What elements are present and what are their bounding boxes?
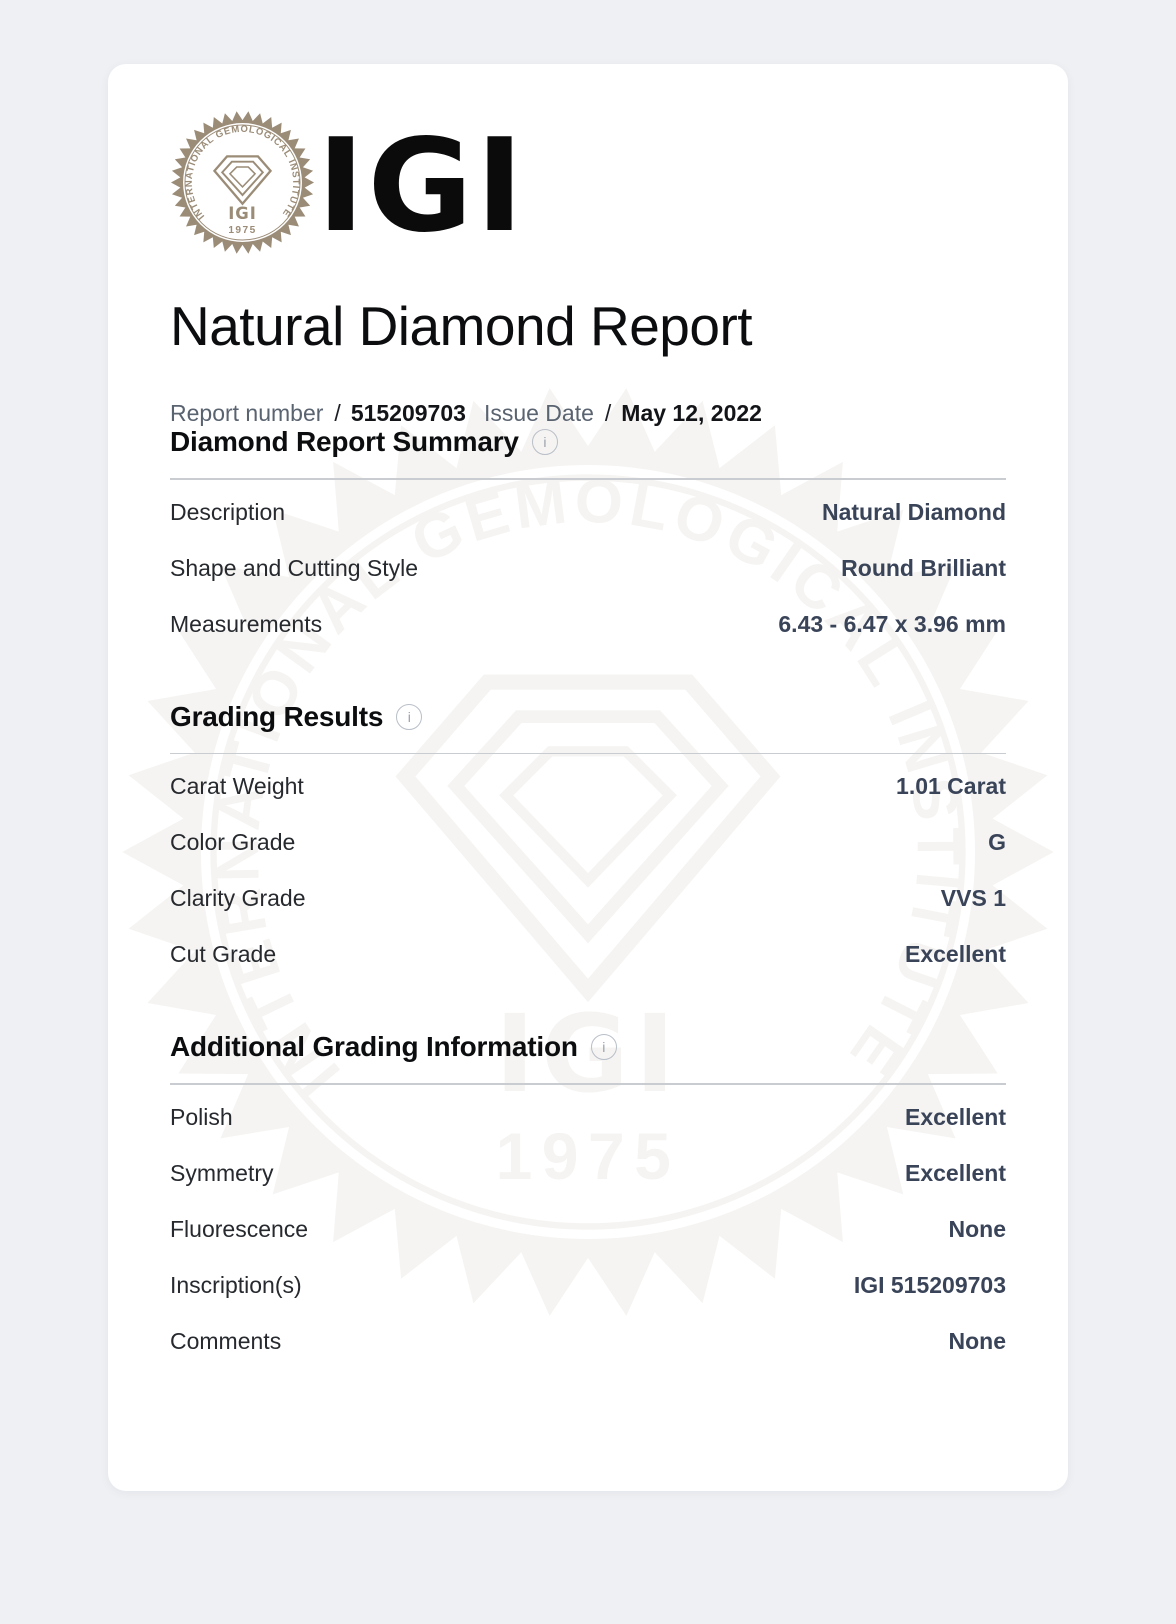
table-row [170, 774, 1006, 798]
table-row [170, 1273, 1006, 1297]
row-label: Polish [170, 1103, 233, 1130]
row-label: Symmetry [170, 1159, 274, 1186]
brand-header [170, 110, 1006, 261]
row-label: Cut Grade [170, 941, 277, 968]
table-row [170, 612, 1006, 636]
row-label: Description [170, 498, 286, 525]
report-number-label: Report number [170, 400, 324, 427]
row-value: 6.43 - 6.47 x 3.96 mm [778, 610, 1006, 637]
divider [170, 1083, 1006, 1085]
issue-date-group [484, 400, 762, 426]
row-value: None [948, 1327, 1006, 1354]
table-row [170, 1161, 1006, 1185]
table-row [170, 830, 1006, 854]
row-value: 1.01 Carat [896, 773, 1006, 800]
table-row [170, 942, 1006, 966]
info-icon[interactable]: i [396, 704, 422, 730]
row-value: Excellent [905, 941, 1006, 968]
igi-logotype: IGI [317, 111, 527, 261]
row-label: Clarity Grade [170, 885, 306, 912]
row-label: Measurements [170, 610, 323, 637]
section-heading: Additional Grading Information [170, 1031, 578, 1063]
section-grading-results [170, 701, 1006, 967]
report-number-value: 515209703 [350, 400, 466, 427]
row-label: Color Grade [170, 829, 296, 856]
row-label: Carat Weight [170, 773, 304, 800]
report-meta [170, 400, 1006, 426]
separator: / [334, 400, 341, 427]
section-heading: Diamond Report Summary [170, 426, 519, 458]
section-additional-grading-information [170, 1031, 1006, 1353]
info-icon[interactable]: i [591, 1034, 617, 1060]
row-value: VVS 1 [940, 885, 1006, 912]
table-row [170, 1329, 1006, 1353]
row-value: Excellent [905, 1159, 1006, 1186]
table-row [170, 1217, 1006, 1241]
row-label: Inscription(s) [170, 1271, 302, 1298]
row-value: Round Brilliant [841, 554, 1006, 581]
igi-seal-logo [170, 110, 315, 255]
report-card [108, 64, 1068, 1491]
issue-date-label: Issue Date [483, 400, 594, 427]
row-value: IGI 515209703 [853, 1271, 1006, 1298]
divider [170, 753, 1006, 755]
table-row [170, 1105, 1006, 1129]
row-label: Fluorescence [170, 1215, 309, 1242]
separator: / [604, 400, 612, 427]
section-heading: Grading Results [170, 700, 384, 732]
row-value: Natural Diamond [821, 498, 1006, 525]
info-icon[interactable]: i [532, 429, 558, 455]
table-row [170, 500, 1006, 524]
row-value: Excellent [905, 1103, 1006, 1130]
report-number-group [170, 400, 466, 426]
row-value: G [988, 829, 1006, 856]
section-diamond-report-summary [170, 426, 1006, 636]
divider [170, 478, 1006, 480]
page-title: Natural Diamond Report [170, 295, 753, 357]
row-label: Shape and Cutting Style [170, 554, 419, 581]
table-row [170, 886, 1006, 910]
table-row [170, 556, 1006, 580]
issue-date-value: May 12, 2022 [621, 400, 762, 427]
row-value: None [948, 1215, 1006, 1242]
row-label: Comments [170, 1327, 282, 1354]
